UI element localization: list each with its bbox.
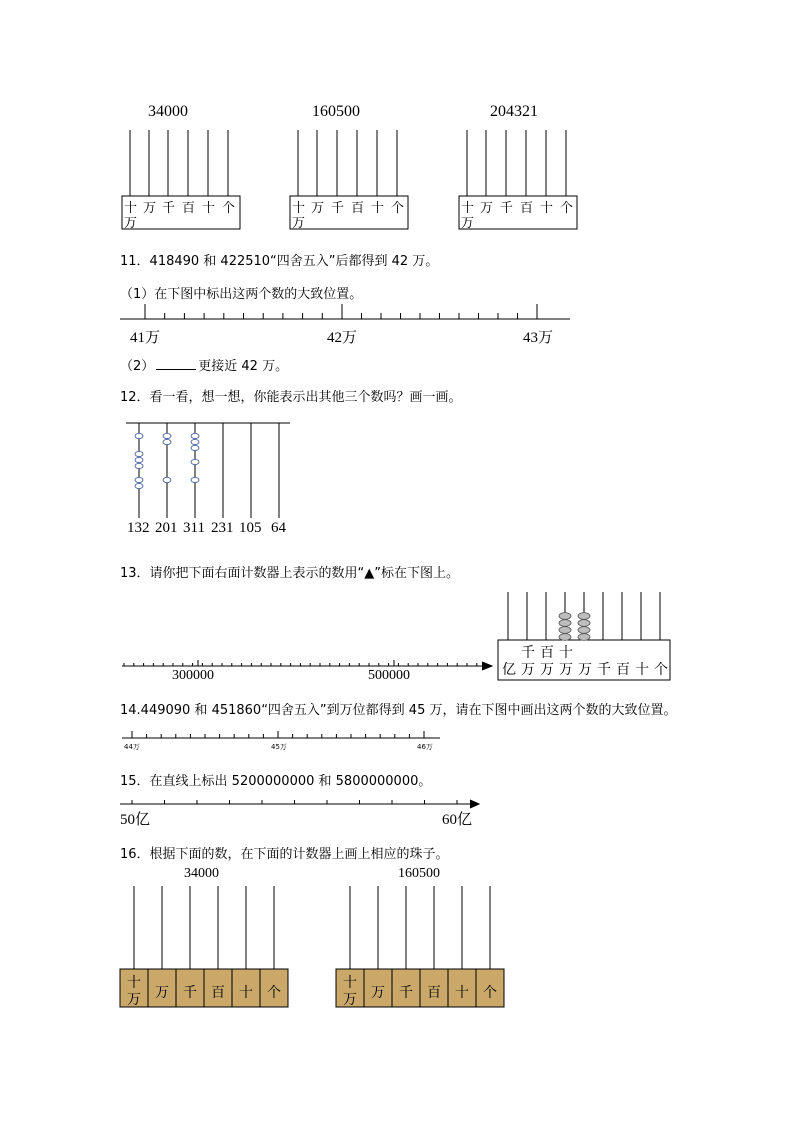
question-11-part1: （1）在下图中标出这两个数的大致位置。 bbox=[120, 287, 363, 302]
counter-1-number: 34000 bbox=[148, 103, 188, 120]
q13-label-500000: 500000 bbox=[368, 668, 410, 683]
q16-counters-drawing bbox=[0, 880, 794, 1015]
question-12-text: 12．看一看，想一想，你能表示出其他三个数吗？画一画。 bbox=[120, 390, 462, 405]
q15-label-50: 50亿 bbox=[120, 812, 151, 828]
q11-label-43: 43万 bbox=[523, 330, 554, 346]
q12-label-201: 201 bbox=[155, 520, 178, 536]
q13-label-300000: 300000 bbox=[172, 668, 214, 683]
q14-label-44: 44万 bbox=[124, 743, 140, 751]
q11-number-line bbox=[0, 300, 794, 330]
question-14-text: 14.449090 和 451860“四舍五入”到万位都得到 45 万，请在下图中画出这两个数的大致位置。 bbox=[120, 703, 677, 718]
question-16-text: 16．根据下面的数，在下面的计数器上画上相应的珠子。 bbox=[120, 847, 449, 862]
counter-2-number: 160500 bbox=[312, 103, 360, 120]
question-11-text: 11．418490 和 422510“四舍五入”后都得到 42 万。 bbox=[120, 254, 439, 269]
q14-label-46: 46万 bbox=[417, 743, 433, 751]
answer-blank[interactable] bbox=[156, 357, 196, 370]
q12-label-105: 105 bbox=[239, 520, 262, 536]
q12-label-132: 132 bbox=[127, 520, 150, 536]
q14-number-line bbox=[0, 728, 794, 748]
q16-counter-2-number: 160500 bbox=[398, 866, 440, 881]
question-15-text: 15．在直线上标出 5200000000 和 5800000000。 bbox=[120, 774, 432, 789]
q12-abacus bbox=[0, 415, 794, 525]
counter-3-number: 204321 bbox=[490, 103, 538, 120]
question-11-part2: （2） 更接近 42 万。 bbox=[120, 359, 289, 374]
q12-label-64: 64 bbox=[271, 520, 286, 536]
q16-counter-1-number: 34000 bbox=[184, 866, 219, 881]
q11-label-42: 42万 bbox=[327, 330, 358, 346]
q15-label-60: 60亿 bbox=[442, 812, 473, 828]
q12-label-311: 311 bbox=[183, 520, 205, 536]
question-13-text: 13．请你把下面右面计数器上表示的数用“▲”标在下图上。 bbox=[120, 566, 460, 581]
q12-label-231: 231 bbox=[211, 520, 234, 536]
q14-label-45: 45万 bbox=[271, 743, 287, 751]
q11-label-41: 41万 bbox=[130, 330, 161, 346]
